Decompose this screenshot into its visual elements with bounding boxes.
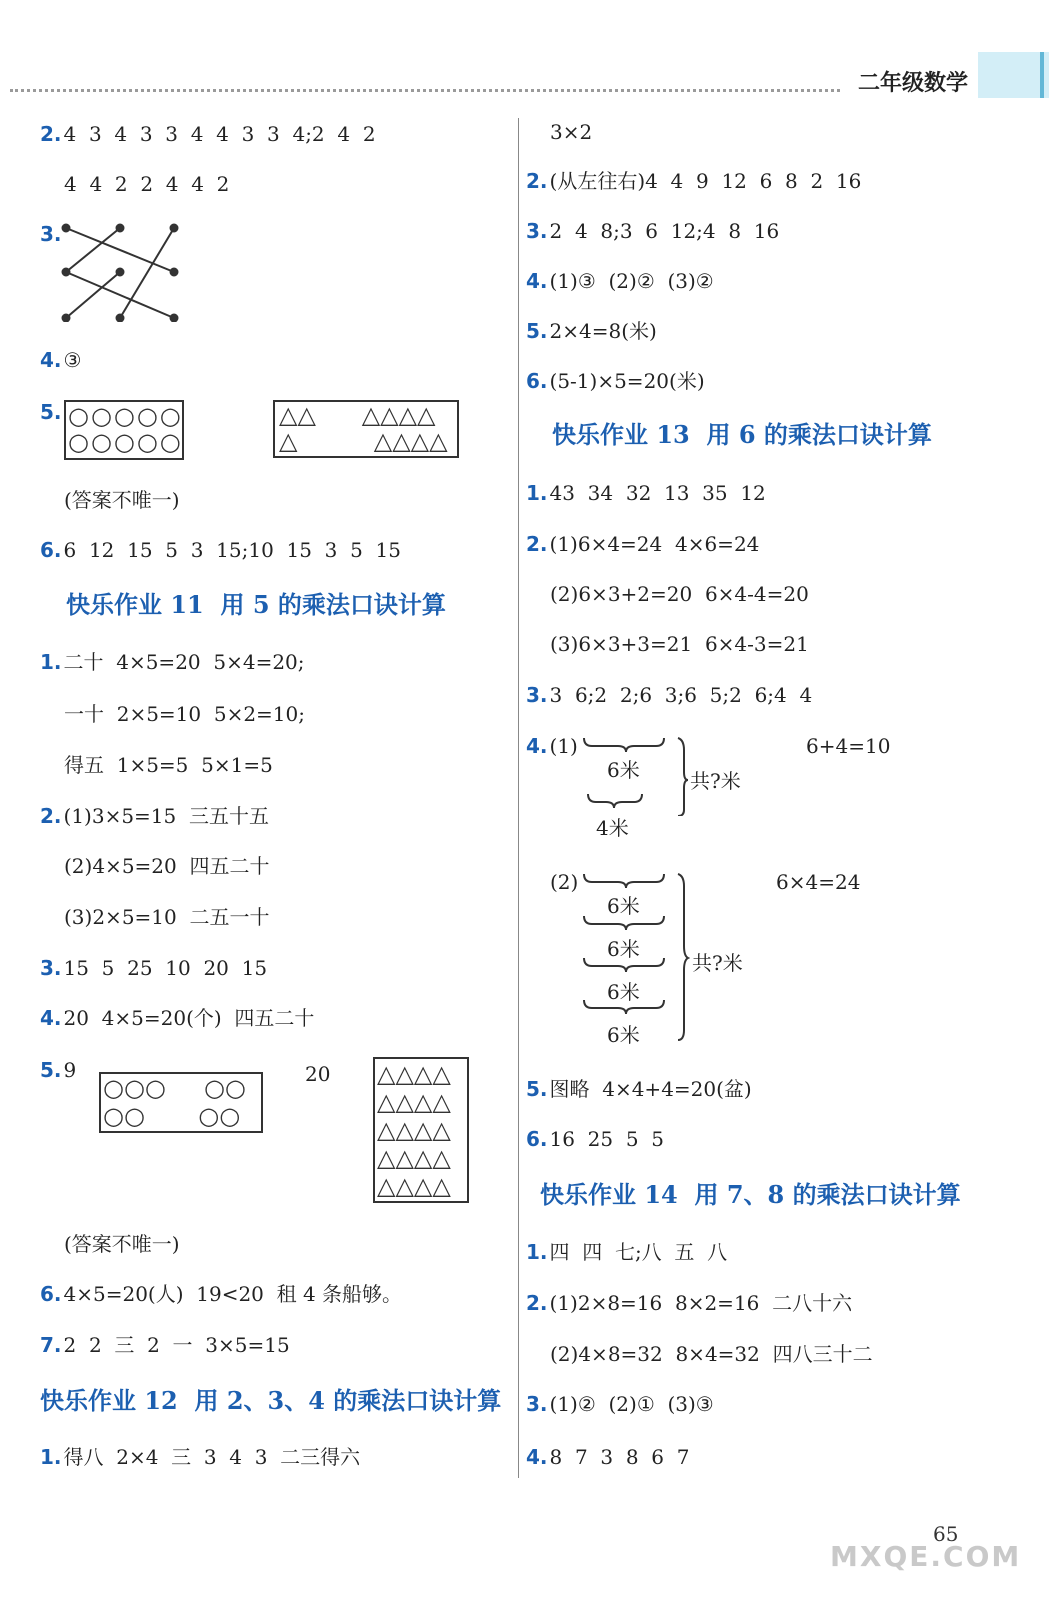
r-answer-6: 6. (5-1)×5=20(米) <box>526 369 705 393</box>
s14-answer-2-l2: (2)4×8=32 8×4=32 四八三十二 <box>550 1342 873 1366</box>
s14-answer-3: 3. (1)② (2)① (3)③ <box>526 1392 714 1416</box>
section-title-11: 快乐作业 11 用 5 的乘法口诀计算 <box>66 590 446 619</box>
matching-lines-diagram <box>60 222 180 322</box>
s13-answer-2-l3: (3)6×3+3=21 6×4-3=21 <box>550 632 809 656</box>
segment-label: 4米 <box>596 816 629 840</box>
answer-2: 2. 4 3 4 3 3 4 4 3 3 4;2 4 2 <box>40 122 376 146</box>
s11-answer-5: 5. 9 <box>40 1058 77 1082</box>
answer-note: (答案不唯一) <box>64 1232 180 1256</box>
triangle-row: △△△△ <box>377 1116 451 1144</box>
total-label: 共?米 <box>690 769 741 793</box>
triangle-row: △△△△ <box>377 1172 451 1200</box>
segment-label: 6米 <box>607 758 640 782</box>
s11-answer-1-l2: 一十 2×5=10 5×2=10; <box>64 702 305 726</box>
r-answer-2: 2. (从左往右)4 4 9 12 6 8 2 16 <box>526 169 862 193</box>
answer-note: (答案不唯一) <box>64 488 180 512</box>
r-answer-3: 3. 2 4 8;3 6 12;4 8 16 <box>526 219 780 243</box>
r-answer-4: 4. (1)③ (2)② (3)② <box>526 269 714 293</box>
circle-row: ○○○○○ <box>68 428 183 456</box>
header-dotted-rule <box>10 89 840 92</box>
s14-answer-1: 1. 四 四 七;八 五 八 <box>526 1240 728 1264</box>
s13-answer-4-part2: (2) <box>550 870 579 894</box>
s11-answer-2-l3: (3)2×5=10 二五一十 <box>64 905 270 929</box>
section-title-13: 快乐作业 13 用 6 的乘法口诀计算 <box>552 420 932 449</box>
triangle-row: △△△△ <box>377 1060 451 1088</box>
s11-answer-2-l2: (2)4×5=20 四五二十 <box>64 854 270 878</box>
s11-answer-3: 3. 15 5 25 10 20 15 <box>40 956 268 980</box>
answer-2-cont: 4 4 2 2 4 4 2 <box>64 172 230 196</box>
s12-answer-1: 1. 得八 2×4 三 3 4 3 二三得六 <box>40 1445 361 1469</box>
page-header-title: 二年级数学 <box>858 71 969 96</box>
page-number: 65 <box>933 1522 959 1546</box>
answer-3: 3. <box>40 222 62 246</box>
total-label: 共?米 <box>692 951 743 975</box>
watermark: MXQE.COM <box>830 1540 1022 1573</box>
answer-5: 5. <box>40 400 62 424</box>
s13-answer-2-l2: (2)6×3+2=20 6×4-4=20 <box>550 582 809 606</box>
answer-1-cont: 3×2 <box>550 120 593 144</box>
s13-answer-4-eq2: 6×4=24 <box>776 870 861 894</box>
circle-row: ○○○ ○○ <box>103 1074 246 1102</box>
column-divider <box>518 118 519 1478</box>
triangle-row: △△ △△△△ <box>279 401 436 429</box>
s14-answer-2: 2. (1)2×8=16 8×2=16 二八十六 <box>526 1291 853 1315</box>
segment-label: 6米 <box>607 894 640 918</box>
circle-row: ○○ ○○ <box>103 1102 241 1130</box>
header-tab-edge <box>1040 52 1044 98</box>
s13-answer-2: 2. (1)6×4=24 4×6=24 <box>526 532 760 556</box>
s11-answer-4: 4. 20 4×5=20(个) 四五二十 <box>40 1006 315 1030</box>
segment-label: 6米 <box>607 937 640 961</box>
s13-answer-6: 6. 16 25 5 5 <box>526 1127 665 1151</box>
s13-answer-5: 5. 图略 4×4+4=20(盆) <box>526 1077 752 1101</box>
s11-answer-5-b: 20 <box>305 1062 331 1086</box>
s11-answer-1: 1. 二十 4×5=20 5×4=20; <box>40 650 305 674</box>
s13-answer-4-eq1: 6+4=10 <box>806 734 891 758</box>
triangle-row: △△△△ <box>377 1088 451 1116</box>
s14-answer-4: 4. 8 7 3 8 6 7 <box>526 1445 690 1469</box>
s11-answer-2: 2. (1)3×5=15 三五十五 <box>40 804 269 828</box>
segment-label: 6米 <box>607 1023 640 1047</box>
s11-answer-6: 6. 4×5=20(人) 19<20 租 4 条船够。 <box>40 1282 403 1306</box>
s13-answer-4: 4. (1) <box>526 734 578 758</box>
answer-6: 6. 6 12 15 5 3 15;10 15 3 5 15 <box>40 538 402 562</box>
s13-answer-1: 1. 43 34 32 13 35 12 <box>526 481 766 505</box>
s13-answer-3: 3. 3 6;2 2;6 3;6 5;2 6;4 4 <box>526 683 813 707</box>
s11-answer-1-l3: 得五 1×5=5 5×1=5 <box>64 753 273 777</box>
header-tab <box>978 52 1049 98</box>
segment-label: 6米 <box>607 980 640 1004</box>
section-title-14: 快乐作业 14 用 7、8 的乘法口诀计算 <box>540 1180 961 1209</box>
triangle-row: △△△△ <box>377 1144 451 1172</box>
r-answer-5: 5. 2×4=8(米) <box>526 319 657 343</box>
section-title-12: 快乐作业 12 用 2、3、4 的乘法口诀计算 <box>40 1386 502 1415</box>
s11-answer-7: 7. 2 2 三 2 一 3×5=15 <box>40 1333 290 1357</box>
triangle-row: △ △△△△ <box>279 427 448 455</box>
circle-row: ○○○○○ <box>68 402 183 430</box>
answer-4: 4. ③ <box>40 348 82 372</box>
